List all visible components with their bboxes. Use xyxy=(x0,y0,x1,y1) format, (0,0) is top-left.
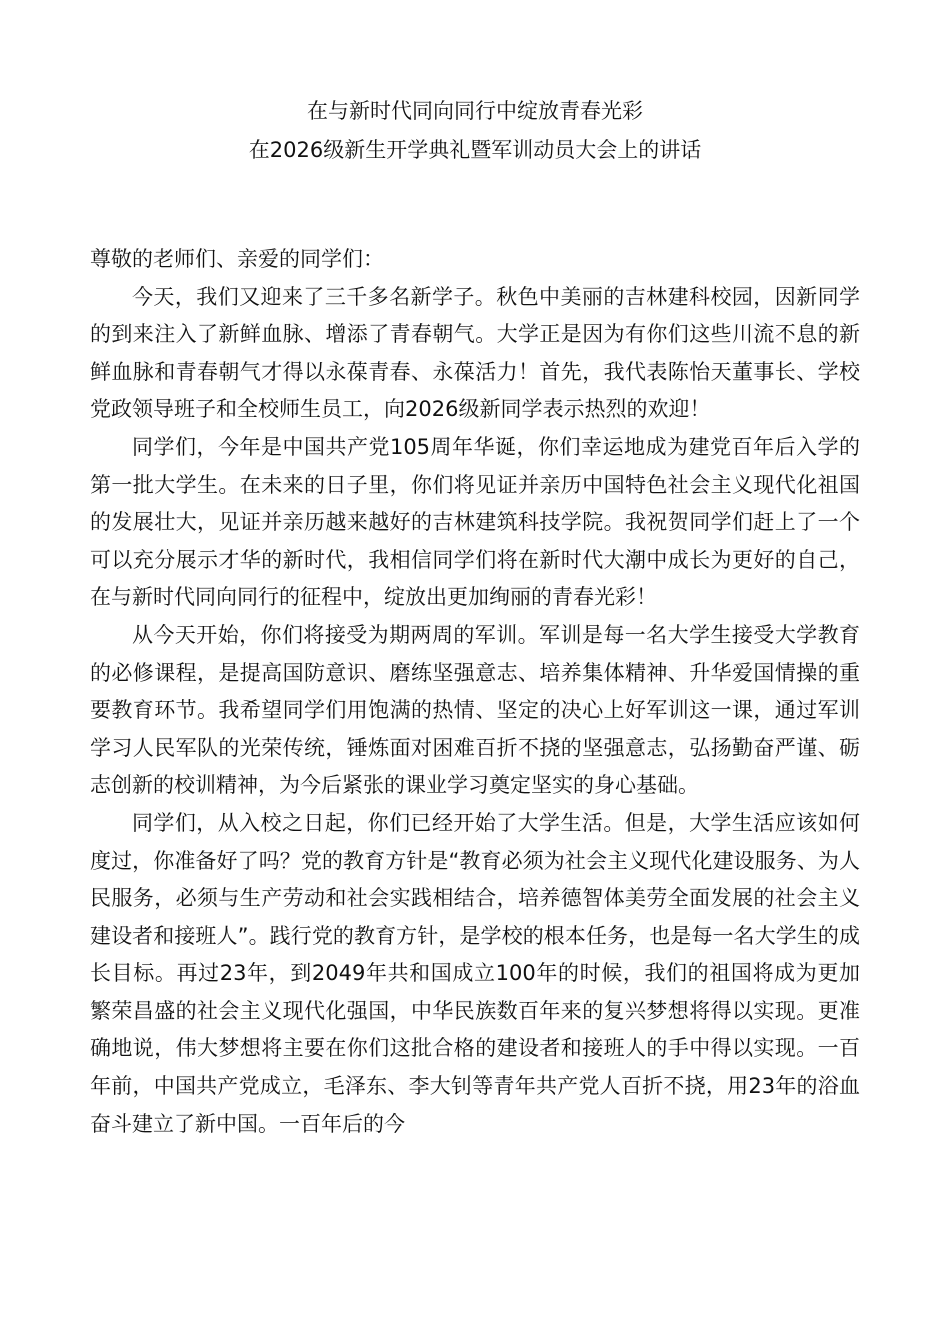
title-block xyxy=(0,92,950,170)
paragraph-military-training: 从今天开始，你们将接受为期两周的军训。军训是每一名大学生接受大学教育的必修课程，是提高国防意识、磨练坚强意志、培养集体精神、升华爱国情操的重要教育环节。我希望同学们用饱满的热情、坚定的决心上好军训这一课，通过军训学习人民军队的光荣传统，锤炼面对困难百折不挠的坚强意志，弘扬勤奋严谨、砺志创新的校训精神，为今后紧张的课业学习奠定坚实的身心基础。 xyxy=(90,622,860,798)
speech-title: 在与新时代同向同行中绽放青春光彩 xyxy=(307,99,643,123)
salutation: 尊敬的老师们、亲爱的同学们： xyxy=(90,247,384,271)
paragraph-education-policy: 同学们，从入校之日起，你们已经开始了大学生活。但是，大学生活应该如何度过，你准备好了吗？党的教育方针是“教育必须为社会主义现代化建设服务、为人民服务，必须与生产劳动和社会实践相结合，培养德智体美劳全面发展的社会主义建设者和接班人”。践行党的教育方针，是学校的根本任务，也是每一名大学生的成长目标。再过23年，到2049年共和国成立100年的时候，我们的祖国将成为更加繁荣昌盛的社会主义现代化强国，中华民族数百年来的复兴梦想将得以实现。更准确地说，伟大梦想将主要在你们这批合格的建设者和接班人的手中得以实现。一百年前，中国共产党成立，毛泽东、李大钊等青年共产党人百折不挠，用23年的浴血奋斗建立了新中国。一百年后的今 xyxy=(90,810,860,1136)
paragraph-welcome: 今天，我们又迎来了三千多名新学子。秋色中美丽的吉林建科校园，因新同学的到来注入了新鲜血脉、增添了青春朝气。大学正是因为有你们这些川流不息的新鲜血脉和青春朝气才得以永葆青春、永葆活力！首先，我代表陈怡天董事长、学校党政领导班子和全校师生员工，向2026级新同学表示热烈的欢迎！ xyxy=(90,284,860,422)
paragraph-new-era: 同学们，今年是中国共产党105周年华诞，你们幸运地成为建党百年后入学的第一批大学生。在未来的日子里，你们将见证并亲历中国特色社会主义现代化祖国的发展壮大，见证并亲历越来越好的吉林建筑科技学院。我祝贺同学们赶上了一个可以充分展示才华的新时代，我相信同学们将在新时代大潮中成长为更好的自己，在与新时代同向同行的征程中，绽放出更加绚丽的青春光彩！ xyxy=(90,434,860,610)
speech-body xyxy=(90,241,860,1143)
speech-subtitle: 在2026级新生开学典礼暨军训动员大会上的讲话 xyxy=(248,138,702,162)
